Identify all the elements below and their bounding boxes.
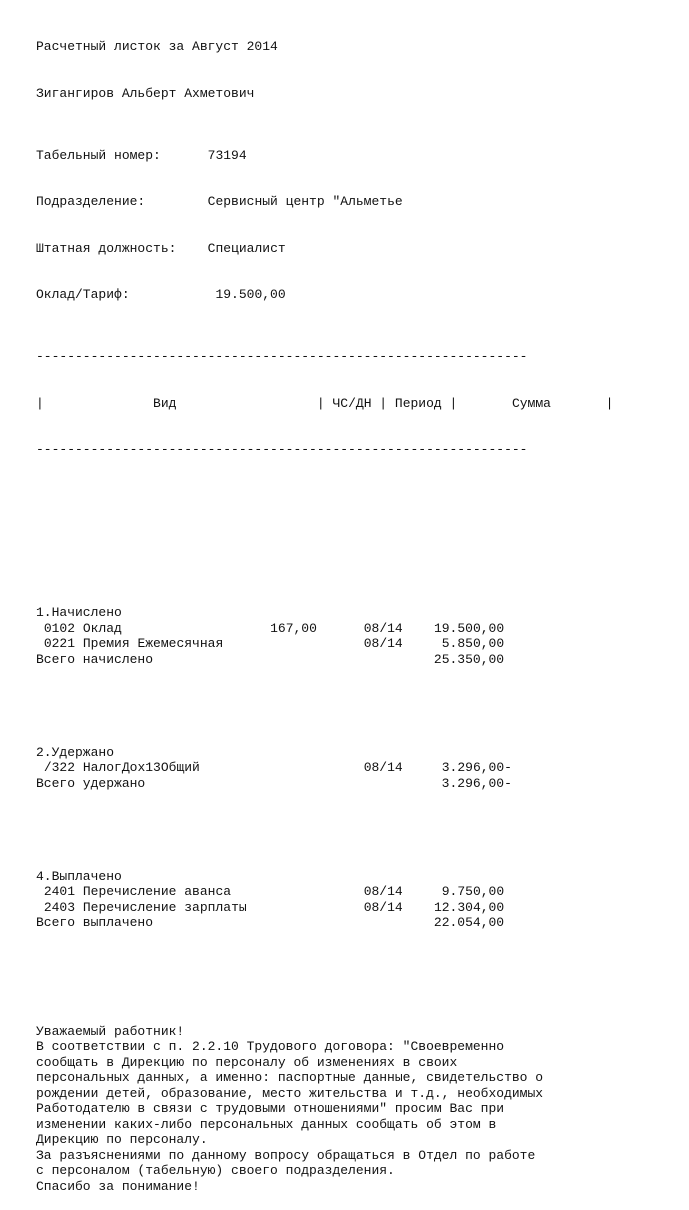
pad bbox=[161, 148, 208, 163]
pad bbox=[44, 396, 153, 411]
pad bbox=[130, 287, 216, 302]
pad bbox=[403, 621, 434, 636]
department-label: Подразделение: bbox=[36, 194, 146, 209]
divider-bottom: --------------------------------------------------------------- bbox=[36, 442, 528, 457]
tab-number-label: Табельный номер: bbox=[36, 147, 161, 163]
pad bbox=[75, 760, 83, 775]
row-amount: 3.296,00- bbox=[441, 760, 512, 775]
total-amount: 3.296,00- bbox=[441, 775, 512, 791]
pad bbox=[247, 900, 364, 915]
notice-line: рождении детей, образование, место жительства и т.д., необходимых bbox=[36, 1085, 544, 1101]
table-row bbox=[36, 900, 676, 916]
pad bbox=[551, 396, 606, 411]
payslip-sheet bbox=[36, 8, 676, 1210]
row-code: 0102 bbox=[43, 620, 76, 636]
row-name: НалогДох13Общий bbox=[82, 760, 200, 775]
row-name: Оклад bbox=[82, 620, 122, 636]
pad bbox=[36, 900, 44, 915]
pad bbox=[403, 884, 442, 899]
pad bbox=[403, 636, 442, 651]
department-value: Сервисный центр "Альметье bbox=[207, 194, 403, 209]
pad bbox=[145, 194, 207, 209]
pad bbox=[145, 776, 441, 791]
total-label: Всего начислено bbox=[36, 651, 154, 667]
notice-line: В соответствии с п. 2.2.10 Трудового договора: "Своевременно bbox=[36, 1039, 505, 1054]
section-accrued bbox=[36, 605, 676, 667]
section-paid bbox=[36, 869, 676, 931]
rate-value: 19.500,00 bbox=[215, 287, 286, 302]
row-period: 08/14 bbox=[363, 636, 403, 651]
position-value: Специалист bbox=[207, 240, 286, 256]
employee-name: Зигангиров Альберт Ахметович bbox=[36, 85, 255, 101]
row-amount: 12.304,00 bbox=[433, 899, 505, 915]
pad bbox=[153, 915, 434, 930]
position-label: Штатная должность: bbox=[36, 240, 177, 256]
row-period: 08/14 bbox=[363, 620, 403, 636]
department-row bbox=[36, 194, 676, 210]
pad bbox=[153, 652, 434, 667]
table-row bbox=[36, 760, 676, 776]
notice-line: изменении каких-либо персональных данных сообщать об этом в bbox=[36, 1116, 497, 1132]
pad bbox=[231, 884, 364, 899]
column-header-hours: ЧС/ДН bbox=[332, 395, 372, 411]
row-code: 0221 bbox=[43, 636, 76, 651]
section-total bbox=[36, 652, 676, 668]
row-period: 08/14 bbox=[363, 899, 403, 915]
notice-line: Дирекцию по персоналу. bbox=[36, 1132, 208, 1147]
table-row bbox=[36, 621, 676, 637]
section-title: 1.Начислено bbox=[36, 605, 122, 620]
tab-number-value: 73194 bbox=[207, 147, 247, 163]
row-code: 2401 bbox=[43, 884, 76, 899]
row-hours: 167,00 bbox=[270, 620, 317, 636]
notice-line: За разъяснениями по данному вопросу обращаться в Отдел по работе bbox=[36, 1147, 536, 1163]
row-name: Премия Ежемесячная bbox=[82, 636, 224, 651]
section-total bbox=[36, 776, 676, 792]
column-header-period: Период bbox=[394, 395, 442, 411]
table-row bbox=[36, 884, 676, 900]
notice-line: с персоналом (табельную) своего подразделения. bbox=[36, 1163, 395, 1178]
section-title: 4.Выплачено bbox=[36, 868, 122, 884]
section-withheld bbox=[36, 745, 676, 792]
row-period: 08/14 bbox=[363, 884, 403, 899]
pad bbox=[176, 241, 207, 256]
pad bbox=[75, 621, 83, 636]
total-amount: 22.054,00 bbox=[433, 915, 505, 930]
pad bbox=[317, 621, 364, 636]
pad bbox=[122, 621, 270, 636]
row-name: Перечисление зарплаты bbox=[82, 899, 247, 915]
total-label: Всего выплачено bbox=[36, 915, 154, 930]
divider-top: --------------------------------------------------------------- bbox=[36, 349, 528, 364]
column-header-vid: Вид bbox=[153, 395, 177, 411]
pad bbox=[75, 636, 83, 651]
rate-label: Оклад/Тариф: bbox=[36, 287, 130, 302]
row-amount: 9.750,00 bbox=[441, 884, 505, 899]
pad bbox=[403, 900, 434, 915]
pad bbox=[403, 760, 442, 775]
pad bbox=[200, 760, 364, 775]
notice-line: Спасибо за понимание! bbox=[36, 1178, 200, 1194]
pad bbox=[223, 636, 363, 651]
pad bbox=[75, 900, 83, 915]
row-amount: 5.850,00 bbox=[441, 636, 505, 651]
row-amount: 19.500,00 bbox=[433, 620, 505, 636]
column-header-sum: Сумма bbox=[511, 395, 551, 411]
rate-row bbox=[36, 287, 676, 303]
payslip-title: Расчетный листок за Август 2014 bbox=[36, 39, 278, 54]
pad bbox=[36, 884, 44, 899]
notice-line: сообщать в Дирекцию по персоналу об изменениях в своих bbox=[36, 1054, 458, 1070]
section-title: 2.Удержано bbox=[36, 744, 115, 760]
row-code: 2403 bbox=[43, 899, 76, 915]
total-amount: 25.350,00 bbox=[433, 651, 505, 667]
pad bbox=[36, 636, 44, 651]
notice-line: Уважаемый работник! bbox=[36, 1023, 185, 1039]
row-code: /322 bbox=[43, 760, 76, 775]
pad bbox=[457, 396, 512, 411]
row-period: 08/14 bbox=[363, 760, 403, 775]
table-row bbox=[36, 636, 676, 652]
section-total bbox=[36, 915, 676, 931]
table-header-row: | Вид | ЧС/ДН | Период | Сумма | bbox=[36, 395, 614, 411]
pad bbox=[176, 396, 316, 411]
employee-notice bbox=[36, 1024, 676, 1195]
row-name: Перечисление аванса bbox=[82, 884, 232, 899]
pad bbox=[36, 621, 44, 636]
notice-line: Работодателю в связи с трудовыми отношениями" просим Вас при bbox=[36, 1101, 505, 1116]
total-label: Всего удержано bbox=[36, 775, 146, 791]
pad bbox=[75, 884, 83, 899]
pad bbox=[36, 760, 44, 775]
tab-number-row bbox=[36, 148, 676, 164]
position-row bbox=[36, 241, 676, 257]
notice-line: персональных данных, а именно: паспортные данные, свидетельство о bbox=[36, 1070, 544, 1085]
